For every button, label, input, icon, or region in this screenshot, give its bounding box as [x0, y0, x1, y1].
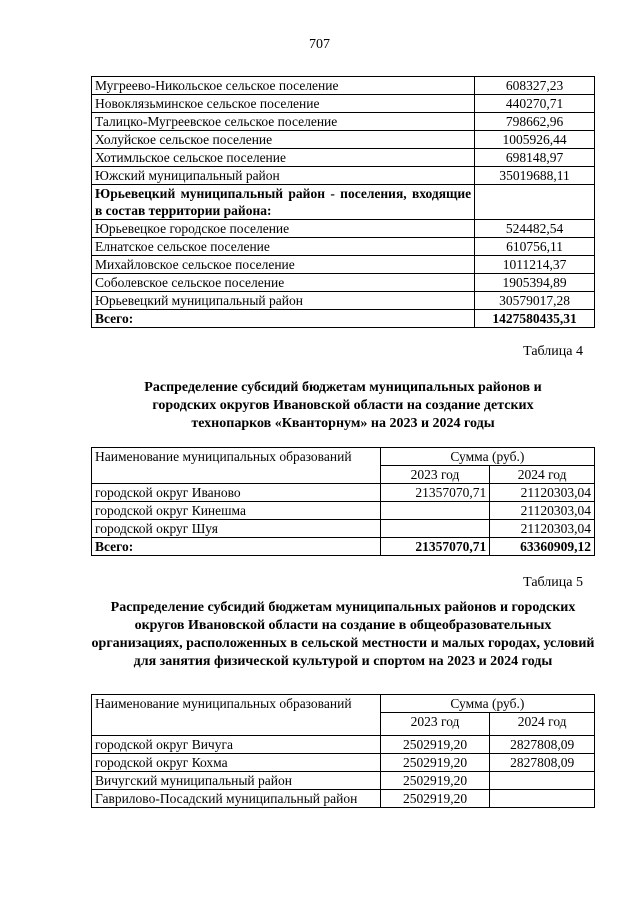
row-value: 610756,11: [475, 238, 595, 256]
row-name: городской округ Вичуга: [92, 736, 381, 754]
table-row: [92, 520, 595, 538]
table-row: [92, 292, 595, 310]
row-name: городской округ Кохма: [92, 754, 381, 772]
table-row: [92, 736, 595, 754]
table-row: [92, 256, 595, 274]
row-name: Холуйское сельское поселение: [92, 131, 475, 149]
table-row: [92, 772, 595, 790]
row-2023: 2502919,20: [380, 754, 490, 772]
header-year-2024: 2024 год: [490, 466, 595, 484]
total-label: Всего:: [92, 310, 475, 328]
row-value: 1905394,89: [475, 274, 595, 292]
table-row: [92, 167, 595, 185]
row-2024: 21120303,04: [490, 502, 595, 520]
row-2023: 2502919,20: [380, 790, 490, 808]
row-2024: 21120303,04: [490, 484, 595, 502]
row-name: Мугреево-Никольское сельское поселение: [92, 77, 475, 95]
row-2023: 2502919,20: [380, 772, 490, 790]
row-value: 1005926,44: [475, 131, 595, 149]
total-value: 1427580435,31: [475, 310, 595, 328]
total-2023: 21357070,71: [380, 538, 490, 556]
row-name: Елнатское сельское поселение: [92, 238, 475, 256]
table-header-row: [92, 695, 595, 713]
row-name: Юрьевецкое городское поселение: [92, 220, 475, 238]
row-name: Южский муниципальный район: [92, 167, 475, 185]
header-year-2024: 2024 год: [490, 713, 595, 736]
row-2024: 2827808,09: [490, 736, 595, 754]
row-value: 524482,54: [475, 220, 595, 238]
table4-title: Распределение субсидий бюджетам муниципальных районов и городских округов Ивановской области на создание детских технопарков «Кванторнум» на 2023 и 2024 годы: [144, 380, 542, 431]
row-value: 30579017,28: [475, 292, 595, 310]
header-sum: Сумма (руб.): [380, 448, 594, 466]
row-value: 698148,97: [475, 149, 595, 167]
table4: [91, 447, 595, 556]
row-2023: [380, 520, 490, 538]
table-row: [92, 790, 595, 808]
table-row: [92, 113, 595, 131]
row-name: Талицко-Мугреевское сельское поселение: [92, 113, 475, 131]
header-year-2023: 2023 год: [380, 466, 490, 484]
row-value: 1011214,37: [475, 256, 595, 274]
row-name: городской округ Кинешма: [92, 502, 381, 520]
row-2024: [490, 790, 595, 808]
table-row: [92, 238, 595, 256]
total-label: Всего:: [92, 538, 381, 556]
row-name: городской округ Иваново: [92, 484, 381, 502]
table-row: [92, 149, 595, 167]
table-row: [92, 754, 595, 772]
row-2024: [490, 772, 595, 790]
table-row: [92, 274, 595, 292]
row-2024: 21120303,04: [490, 520, 595, 538]
total-row: [92, 310, 595, 328]
header-name: Наименование муниципальных образований: [92, 448, 381, 484]
table5-caption: Таблица 5: [523, 575, 583, 590]
row-name: Михайловское сельское поселение: [92, 256, 475, 274]
header-year-2023: 2023 год: [380, 713, 490, 736]
total-2024: 63360909,12: [490, 538, 595, 556]
table5: [91, 694, 595, 808]
row-2023: 21357070,71: [380, 484, 490, 502]
page-number: 707: [309, 37, 330, 52]
row-name: Вичугский муниципальный район: [92, 772, 381, 790]
table-row: [92, 95, 595, 113]
section-heading-row: [92, 185, 595, 220]
row-name: Хотимльское сельское поселение: [92, 149, 475, 167]
row-name: Новоклязьминское сельское поселение: [92, 95, 475, 113]
empty-cell: [475, 185, 595, 220]
table4-caption: Таблица 4: [523, 344, 583, 359]
allocation-table-continued: [91, 76, 595, 328]
row-name: Гаврилово-Посадский муниципальный район: [92, 790, 381, 808]
total-row: [92, 538, 595, 556]
row-2024: 2827808,09: [490, 754, 595, 772]
table-row: [92, 484, 595, 502]
row-value: 35019688,11: [475, 167, 595, 185]
row-name: Соболевское сельское поселение: [92, 274, 475, 292]
header-sum: Сумма (руб.): [380, 695, 594, 713]
table-row: [92, 77, 595, 95]
row-name: городской округ Шуя: [92, 520, 381, 538]
table5-title: Распределение субсидий бюджетам муниципальных районов и городских округов Ивановской области на создание в общеобразовательных организациях, расположенных в сельской местности и малых городах, условий для занятия физической культурой и спортом на 2023 и 2024 годы: [91, 600, 595, 669]
table-row: [92, 220, 595, 238]
table-header-row: [92, 448, 595, 466]
row-2023: 2502919,20: [380, 736, 490, 754]
section-heading: Юрьевецкий муниципальный район - поселения, входящие в состав территории района:: [92, 185, 475, 220]
row-value: 608327,23: [475, 77, 595, 95]
table-row: [92, 131, 595, 149]
row-name: Юрьевецкий муниципальный район: [92, 292, 475, 310]
row-2023: [380, 502, 490, 520]
header-name: Наименование муниципальных образований: [92, 695, 381, 736]
row-value: 798662,96: [475, 113, 595, 131]
row-value: 440270,71: [475, 95, 595, 113]
table-row: [92, 502, 595, 520]
